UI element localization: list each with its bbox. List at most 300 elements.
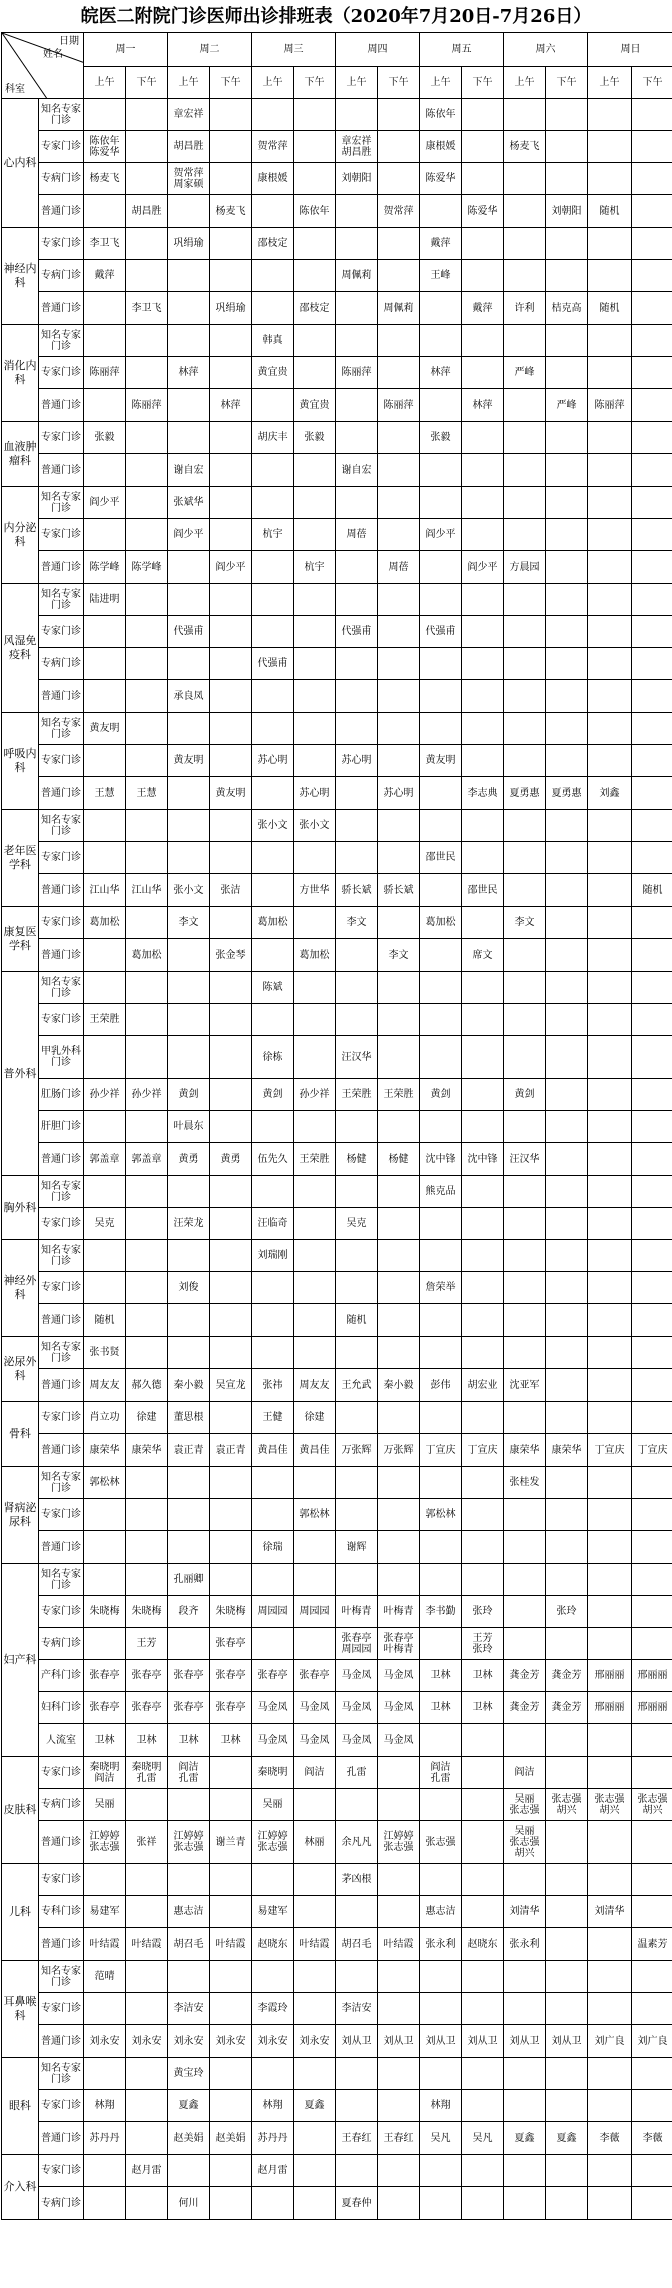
schedule-cell — [294, 907, 336, 939]
schedule-cell — [504, 389, 546, 422]
schedule-cell — [420, 1864, 462, 1896]
clinic-type: 普通门诊 — [39, 1143, 84, 1176]
header-diagonal-cell — [2, 33, 84, 99]
schedule-cell — [504, 1531, 546, 1564]
schedule-cell — [378, 1402, 420, 1434]
schedule-cell: 阎洁 孔雷 — [420, 1757, 462, 1789]
schedule-cell — [504, 163, 546, 195]
schedule-cell — [294, 1272, 336, 1304]
schedule-cell — [336, 2090, 378, 2122]
schedule-cell: 胡召毛 — [168, 1928, 210, 1961]
schedule-cell — [84, 1036, 126, 1079]
table-row — [2, 939, 672, 972]
table-row — [2, 551, 672, 584]
schedule-cell: 骄长斌 — [378, 874, 420, 907]
schedule-cell — [84, 972, 126, 1004]
schedule-cell — [210, 2187, 252, 2220]
schedule-cell — [84, 648, 126, 680]
schedule-cell — [504, 745, 546, 777]
schedule-cell — [252, 1304, 294, 1337]
clinic-type: 普通门诊 — [39, 1304, 84, 1337]
schedule-cell: 林萍 — [420, 357, 462, 389]
schedule-cell — [504, 939, 546, 972]
clinic-type: 专家门诊 — [39, 2155, 84, 2187]
clinic-type: 普通门诊 — [39, 939, 84, 972]
schedule-cell — [462, 1993, 504, 2025]
schedule-cell — [504, 584, 546, 616]
schedule-cell — [462, 1821, 504, 1864]
schedule-cell: 易建军 — [84, 1896, 126, 1928]
department-name: 耳鼻喉科 — [2, 1961, 39, 2058]
schedule-cell: 赵美娟 — [210, 2122, 252, 2155]
schedule-cell: 万张辉 — [378, 1434, 420, 1467]
schedule-cell — [504, 1111, 546, 1143]
schedule-cell — [168, 325, 210, 357]
schedule-cell: 李洁安 — [336, 1993, 378, 2025]
schedule-cell — [588, 810, 632, 842]
schedule-cell: 张毅 — [420, 422, 462, 454]
schedule-cell — [210, 1036, 252, 1079]
schedule-cell — [252, 1628, 294, 1660]
schedule-cell — [632, 292, 672, 325]
schedule-cell: 江山华 — [126, 874, 168, 907]
clinic-type: 普通门诊 — [39, 1434, 84, 1467]
table-row — [2, 99, 672, 131]
schedule-cell — [336, 2155, 378, 2187]
schedule-cell — [168, 939, 210, 972]
schedule-cell — [252, 939, 294, 972]
schedule-cell — [210, 454, 252, 487]
schedule-cell: 刘永安 — [294, 2025, 336, 2058]
schedule-cell: 王健 — [252, 1402, 294, 1434]
clinic-type: 专家门诊 — [39, 1208, 84, 1240]
schedule-cell — [84, 2155, 126, 2187]
schedule-cell — [632, 2187, 672, 2220]
schedule-cell — [420, 1789, 462, 1821]
schedule-cell — [336, 1896, 378, 1928]
schedule-cell — [632, 584, 672, 616]
schedule-cell — [504, 1176, 546, 1208]
schedule-cell: 汪汉华 — [336, 1036, 378, 1079]
schedule-cell — [504, 260, 546, 292]
schedule-cell — [126, 519, 168, 551]
schedule-cell — [546, 713, 588, 745]
schedule-cell: 万张辉 — [336, 1434, 378, 1467]
schedule-cell — [546, 1240, 588, 1272]
schedule-cell — [336, 810, 378, 842]
schedule-cell — [252, 1272, 294, 1304]
am-header: 上午 — [504, 67, 546, 99]
table-row — [2, 357, 672, 389]
schedule-cell: 李卫飞 — [84, 228, 126, 260]
schedule-cell: 黄宜贵 — [294, 389, 336, 422]
schedule-cell — [294, 1864, 336, 1896]
schedule-cell — [126, 1208, 168, 1240]
schedule-cell — [588, 163, 632, 195]
schedule-cell: 随机 — [632, 874, 672, 907]
schedule-cell: 林翔 — [252, 2090, 294, 2122]
schedule-cell — [210, 1208, 252, 1240]
schedule-cell: 张春亭 — [126, 1692, 168, 1724]
schedule-cell — [378, 260, 420, 292]
schedule-cell — [632, 1724, 672, 1757]
schedule-cell — [588, 713, 632, 745]
schedule-cell — [588, 1272, 632, 1304]
table-row — [2, 1531, 672, 1564]
schedule-cell: 葛加松 — [294, 939, 336, 972]
schedule-cell: 黄友明 — [420, 745, 462, 777]
schedule-cell: 朱晓梅 — [84, 1596, 126, 1628]
schedule-cell — [252, 260, 294, 292]
schedule-cell — [126, 1864, 168, 1896]
schedule-cell — [504, 648, 546, 680]
schedule-cell — [504, 1628, 546, 1660]
schedule-cell — [588, 1176, 632, 1208]
schedule-cell — [84, 99, 126, 131]
schedule-cell — [336, 1176, 378, 1208]
schedule-cell — [462, 616, 504, 648]
schedule-cell: 周园园 — [252, 1596, 294, 1628]
schedule-cell — [632, 1208, 672, 1240]
schedule-cell — [420, 810, 462, 842]
pm-header: 下午 — [210, 67, 252, 99]
schedule-cell — [168, 1628, 210, 1660]
schedule-cell — [210, 131, 252, 163]
schedule-cell — [632, 422, 672, 454]
am-header: 上午 — [336, 67, 378, 99]
schedule-cell — [252, 842, 294, 874]
schedule-cell — [546, 745, 588, 777]
schedule-cell: 黄勇 — [168, 1143, 210, 1176]
schedule-cell: 郭松林 — [84, 1467, 126, 1499]
schedule-cell: 李薇 — [632, 2122, 672, 2155]
clinic-type: 普通门诊 — [39, 195, 84, 228]
schedule-cell — [126, 745, 168, 777]
schedule-cell — [632, 163, 672, 195]
schedule-cell — [632, 810, 672, 842]
schedule-cell — [462, 2187, 504, 2220]
schedule-cell — [294, 163, 336, 195]
schedule-cell: 叶结霞 — [84, 1928, 126, 1961]
schedule-cell: 叶结霞 — [378, 1928, 420, 1961]
schedule-cell — [126, 2187, 168, 2220]
schedule-cell — [546, 584, 588, 616]
schedule-cell: 伍先久 — [252, 1143, 294, 1176]
clinic-type: 知名专家门诊 — [39, 972, 84, 1004]
table-row — [2, 1660, 672, 1692]
department-name: 内分泌科 — [2, 487, 39, 584]
clinic-type: 专病门诊 — [39, 260, 84, 292]
schedule-cell: 刘从卫 — [420, 2025, 462, 2058]
schedule-cell: 彭伟 — [420, 1369, 462, 1402]
schedule-cell — [632, 1564, 672, 1596]
schedule-cell — [336, 1240, 378, 1272]
schedule-cell — [168, 1004, 210, 1036]
schedule-cell — [210, 1896, 252, 1928]
table-row — [2, 713, 672, 745]
schedule-cell — [504, 1304, 546, 1337]
am-header: 上午 — [588, 67, 632, 99]
schedule-cell — [168, 551, 210, 584]
table-row — [2, 1628, 672, 1660]
schedule-cell: 陈丽萍 — [378, 389, 420, 422]
schedule-cell — [126, 907, 168, 939]
schedule-cell — [210, 1111, 252, 1143]
pm-header: 下午 — [632, 67, 672, 99]
schedule-cell — [504, 972, 546, 1004]
schedule-cell — [546, 939, 588, 972]
schedule-cell — [588, 551, 632, 584]
schedule-cell: 张祎 — [252, 1369, 294, 1402]
schedule-cell — [126, 1499, 168, 1531]
schedule-cell — [378, 907, 420, 939]
schedule-cell: 刘从卫 — [336, 2025, 378, 2058]
schedule-cell — [632, 1628, 672, 1660]
schedule-cell: 张春亭 — [294, 1660, 336, 1692]
schedule-cell: 严峰 — [504, 357, 546, 389]
schedule-cell — [632, 1111, 672, 1143]
table-row — [2, 648, 672, 680]
schedule-cell — [632, 195, 672, 228]
am-header: 上午 — [84, 67, 126, 99]
schedule-cell — [462, 1304, 504, 1337]
schedule-cell: 叶晨东 — [168, 1111, 210, 1143]
schedule-cell — [546, 810, 588, 842]
schedule-cell — [378, 972, 420, 1004]
schedule-cell: 邢丽丽 — [632, 1660, 672, 1692]
clinic-type: 专家门诊 — [39, 131, 84, 163]
schedule-cell — [168, 1240, 210, 1272]
clinic-type: 专病门诊 — [39, 1628, 84, 1660]
schedule-cell — [210, 260, 252, 292]
schedule-cell: 孙少祥 — [84, 1079, 126, 1111]
schedule-cell — [210, 1402, 252, 1434]
clinic-type: 普通门诊 — [39, 1928, 84, 1961]
schedule-cell — [588, 584, 632, 616]
schedule-cell — [336, 551, 378, 584]
clinic-type: 专家门诊 — [39, 1596, 84, 1628]
schedule-cell — [462, 648, 504, 680]
schedule-cell: 随机 — [588, 195, 632, 228]
schedule-cell: 夏鑫 — [168, 2090, 210, 2122]
schedule-cell: 谢自宏 — [168, 454, 210, 487]
schedule-cell: 杨麦飞 — [84, 163, 126, 195]
schedule-cell — [632, 487, 672, 519]
schedule-cell — [588, 680, 632, 713]
schedule-cell — [168, 1531, 210, 1564]
schedule-cell: 丁宣庆 — [420, 1434, 462, 1467]
schedule-cell — [632, 1304, 672, 1337]
schedule-cell: 胡昌胜 — [168, 131, 210, 163]
clinic-type: 知名专家门诊 — [39, 487, 84, 519]
schedule-cell — [378, 1176, 420, 1208]
schedule-cell — [588, 1596, 632, 1628]
schedule-cell — [504, 1499, 546, 1531]
schedule-cell — [546, 1993, 588, 2025]
schedule-cell — [294, 260, 336, 292]
schedule-cell: 周佩莉 — [378, 292, 420, 325]
schedule-cell: 袁正青 — [210, 1434, 252, 1467]
schedule-cell — [126, 972, 168, 1004]
schedule-cell: 朱晓梅 — [210, 1596, 252, 1628]
schedule-cell — [168, 1304, 210, 1337]
schedule-cell: 陆进明 — [84, 584, 126, 616]
schedule-cell — [546, 1304, 588, 1337]
schedule-cell — [378, 2155, 420, 2187]
schedule-cell — [126, 99, 168, 131]
table-row — [2, 1467, 672, 1499]
schedule-cell: 章宏祥 — [168, 99, 210, 131]
schedule-cell — [294, 1564, 336, 1596]
schedule-cell: 夏勇惠 — [546, 777, 588, 810]
schedule-cell — [504, 1036, 546, 1079]
schedule-cell — [84, 1499, 126, 1531]
schedule-cell — [546, 907, 588, 939]
schedule-cell: 黄剑 — [420, 1079, 462, 1111]
schedule-cell: 谢自宏 — [336, 454, 378, 487]
table-row — [2, 584, 672, 616]
schedule-cell — [294, 616, 336, 648]
schedule-cell: 马金凤 — [378, 1660, 420, 1692]
schedule-cell — [632, 1402, 672, 1434]
schedule-cell: 王荣胜 — [336, 1079, 378, 1111]
schedule-cell — [84, 292, 126, 325]
schedule-cell — [462, 2155, 504, 2187]
schedule-cell: 赵月雷 — [126, 2155, 168, 2187]
table-row — [2, 1143, 672, 1176]
schedule-cell — [84, 2058, 126, 2090]
clinic-type: 甲乳外科门诊 — [39, 1036, 84, 1079]
schedule-cell — [336, 584, 378, 616]
schedule-cell: 江婷婷 张志强 — [252, 1821, 294, 1864]
schedule-cell — [546, 2058, 588, 2090]
schedule-cell — [126, 1531, 168, 1564]
schedule-cell — [210, 1564, 252, 1596]
schedule-cell — [126, 260, 168, 292]
schedule-cell — [462, 1272, 504, 1304]
schedule-cell — [294, 2155, 336, 2187]
clinic-type: 专家门诊 — [39, 1864, 84, 1896]
schedule-cell — [588, 1531, 632, 1564]
schedule-cell: 贺常萍 — [378, 195, 420, 228]
table-row — [2, 325, 672, 357]
table-row — [2, 422, 672, 454]
schedule-cell: 黄勇 — [210, 1143, 252, 1176]
schedule-cell — [632, 907, 672, 939]
schedule-cell — [588, 1240, 632, 1272]
schedule-cell — [588, 907, 632, 939]
schedule-cell — [462, 228, 504, 260]
schedule-cell: 张祥 — [126, 1821, 168, 1864]
schedule-cell — [294, 1240, 336, 1272]
schedule-cell — [294, 713, 336, 745]
schedule-cell — [420, 487, 462, 519]
clinic-type: 知名专家门诊 — [39, 1176, 84, 1208]
schedule-cell — [210, 228, 252, 260]
clinic-type: 专家门诊 — [39, 745, 84, 777]
table-row — [2, 1928, 672, 1961]
schedule-cell: 巩绢瑜 — [210, 292, 252, 325]
schedule-cell — [546, 1628, 588, 1660]
schedule-cell — [378, 1961, 420, 1993]
schedule-cell: 马金凤 — [336, 1724, 378, 1757]
schedule-cell — [546, 1143, 588, 1176]
schedule-cell — [462, 713, 504, 745]
clinic-type: 专病门诊 — [39, 1789, 84, 1821]
table-row — [2, 1993, 672, 2025]
schedule-cell — [462, 1004, 504, 1036]
schedule-cell: 林翔 — [420, 2090, 462, 2122]
schedule-cell — [126, 680, 168, 713]
schedule-cell — [378, 584, 420, 616]
schedule-cell: 刘从卫 — [546, 2025, 588, 2058]
schedule-cell: 张志强 胡兴 — [588, 1789, 632, 1821]
schedule-cell — [168, 292, 210, 325]
schedule-cell: 刘从卫 — [462, 2025, 504, 2058]
clinic-type: 普通门诊 — [39, 551, 84, 584]
schedule-cell — [378, 745, 420, 777]
schedule-cell: 马金凤 — [252, 1692, 294, 1724]
schedule-cell — [336, 487, 378, 519]
schedule-cell: 吴克 — [84, 1208, 126, 1240]
table-row — [2, 2058, 672, 2090]
am-header: 上午 — [252, 67, 294, 99]
schedule-cell: 吴克 — [336, 1208, 378, 1240]
schedule-cell: 卫林 — [168, 1724, 210, 1757]
schedule-cell: 张志强 胡兴 — [632, 1789, 672, 1821]
schedule-cell — [462, 1531, 504, 1564]
schedule-cell: 沈中锋 — [420, 1143, 462, 1176]
schedule-cell — [588, 1757, 632, 1789]
schedule-cell — [378, 713, 420, 745]
schedule-cell — [336, 2058, 378, 2090]
schedule-cell — [126, 1896, 168, 1928]
page-title: 皖医二附院门诊医师出诊排班表（2020年7月20日-7月26日） — [80, 6, 592, 27]
schedule-cell — [504, 1993, 546, 2025]
schedule-cell: 郭松林 — [294, 1499, 336, 1531]
schedule-cell — [294, 454, 336, 487]
schedule-cell: 陈学峰 — [126, 551, 168, 584]
schedule-cell — [632, 648, 672, 680]
schedule-cell — [126, 616, 168, 648]
schedule-cell — [378, 1993, 420, 2025]
schedule-cell: 阎少平 — [84, 487, 126, 519]
department-name: 介入科 — [2, 2155, 39, 2220]
table-row — [2, 1079, 672, 1111]
schedule-cell — [210, 422, 252, 454]
schedule-cell: 张春亭 — [84, 1692, 126, 1724]
schedule-cell: 汪汉华 — [504, 1143, 546, 1176]
schedule-cell: 胡宏业 — [462, 1369, 504, 1402]
schedule-cell — [336, 939, 378, 972]
schedule-cell — [546, 325, 588, 357]
schedule-cell — [588, 1928, 632, 1961]
schedule-cell — [168, 713, 210, 745]
schedule-cell — [420, 454, 462, 487]
schedule-cell — [546, 487, 588, 519]
schedule-cell — [504, 1724, 546, 1757]
schedule-cell: 戴萍 — [84, 260, 126, 292]
schedule-cell: 江婷婷 张志强 — [378, 1821, 420, 1864]
clinic-type: 普通门诊 — [39, 874, 84, 907]
am-header: 上午 — [168, 67, 210, 99]
pm-header: 下午 — [378, 67, 420, 99]
schedule-cell — [588, 1993, 632, 2025]
schedule-cell — [294, 745, 336, 777]
schedule-cell — [378, 1240, 420, 1272]
schedule-cell — [462, 1036, 504, 1079]
department-name: 儿科 — [2, 1864, 39, 1961]
